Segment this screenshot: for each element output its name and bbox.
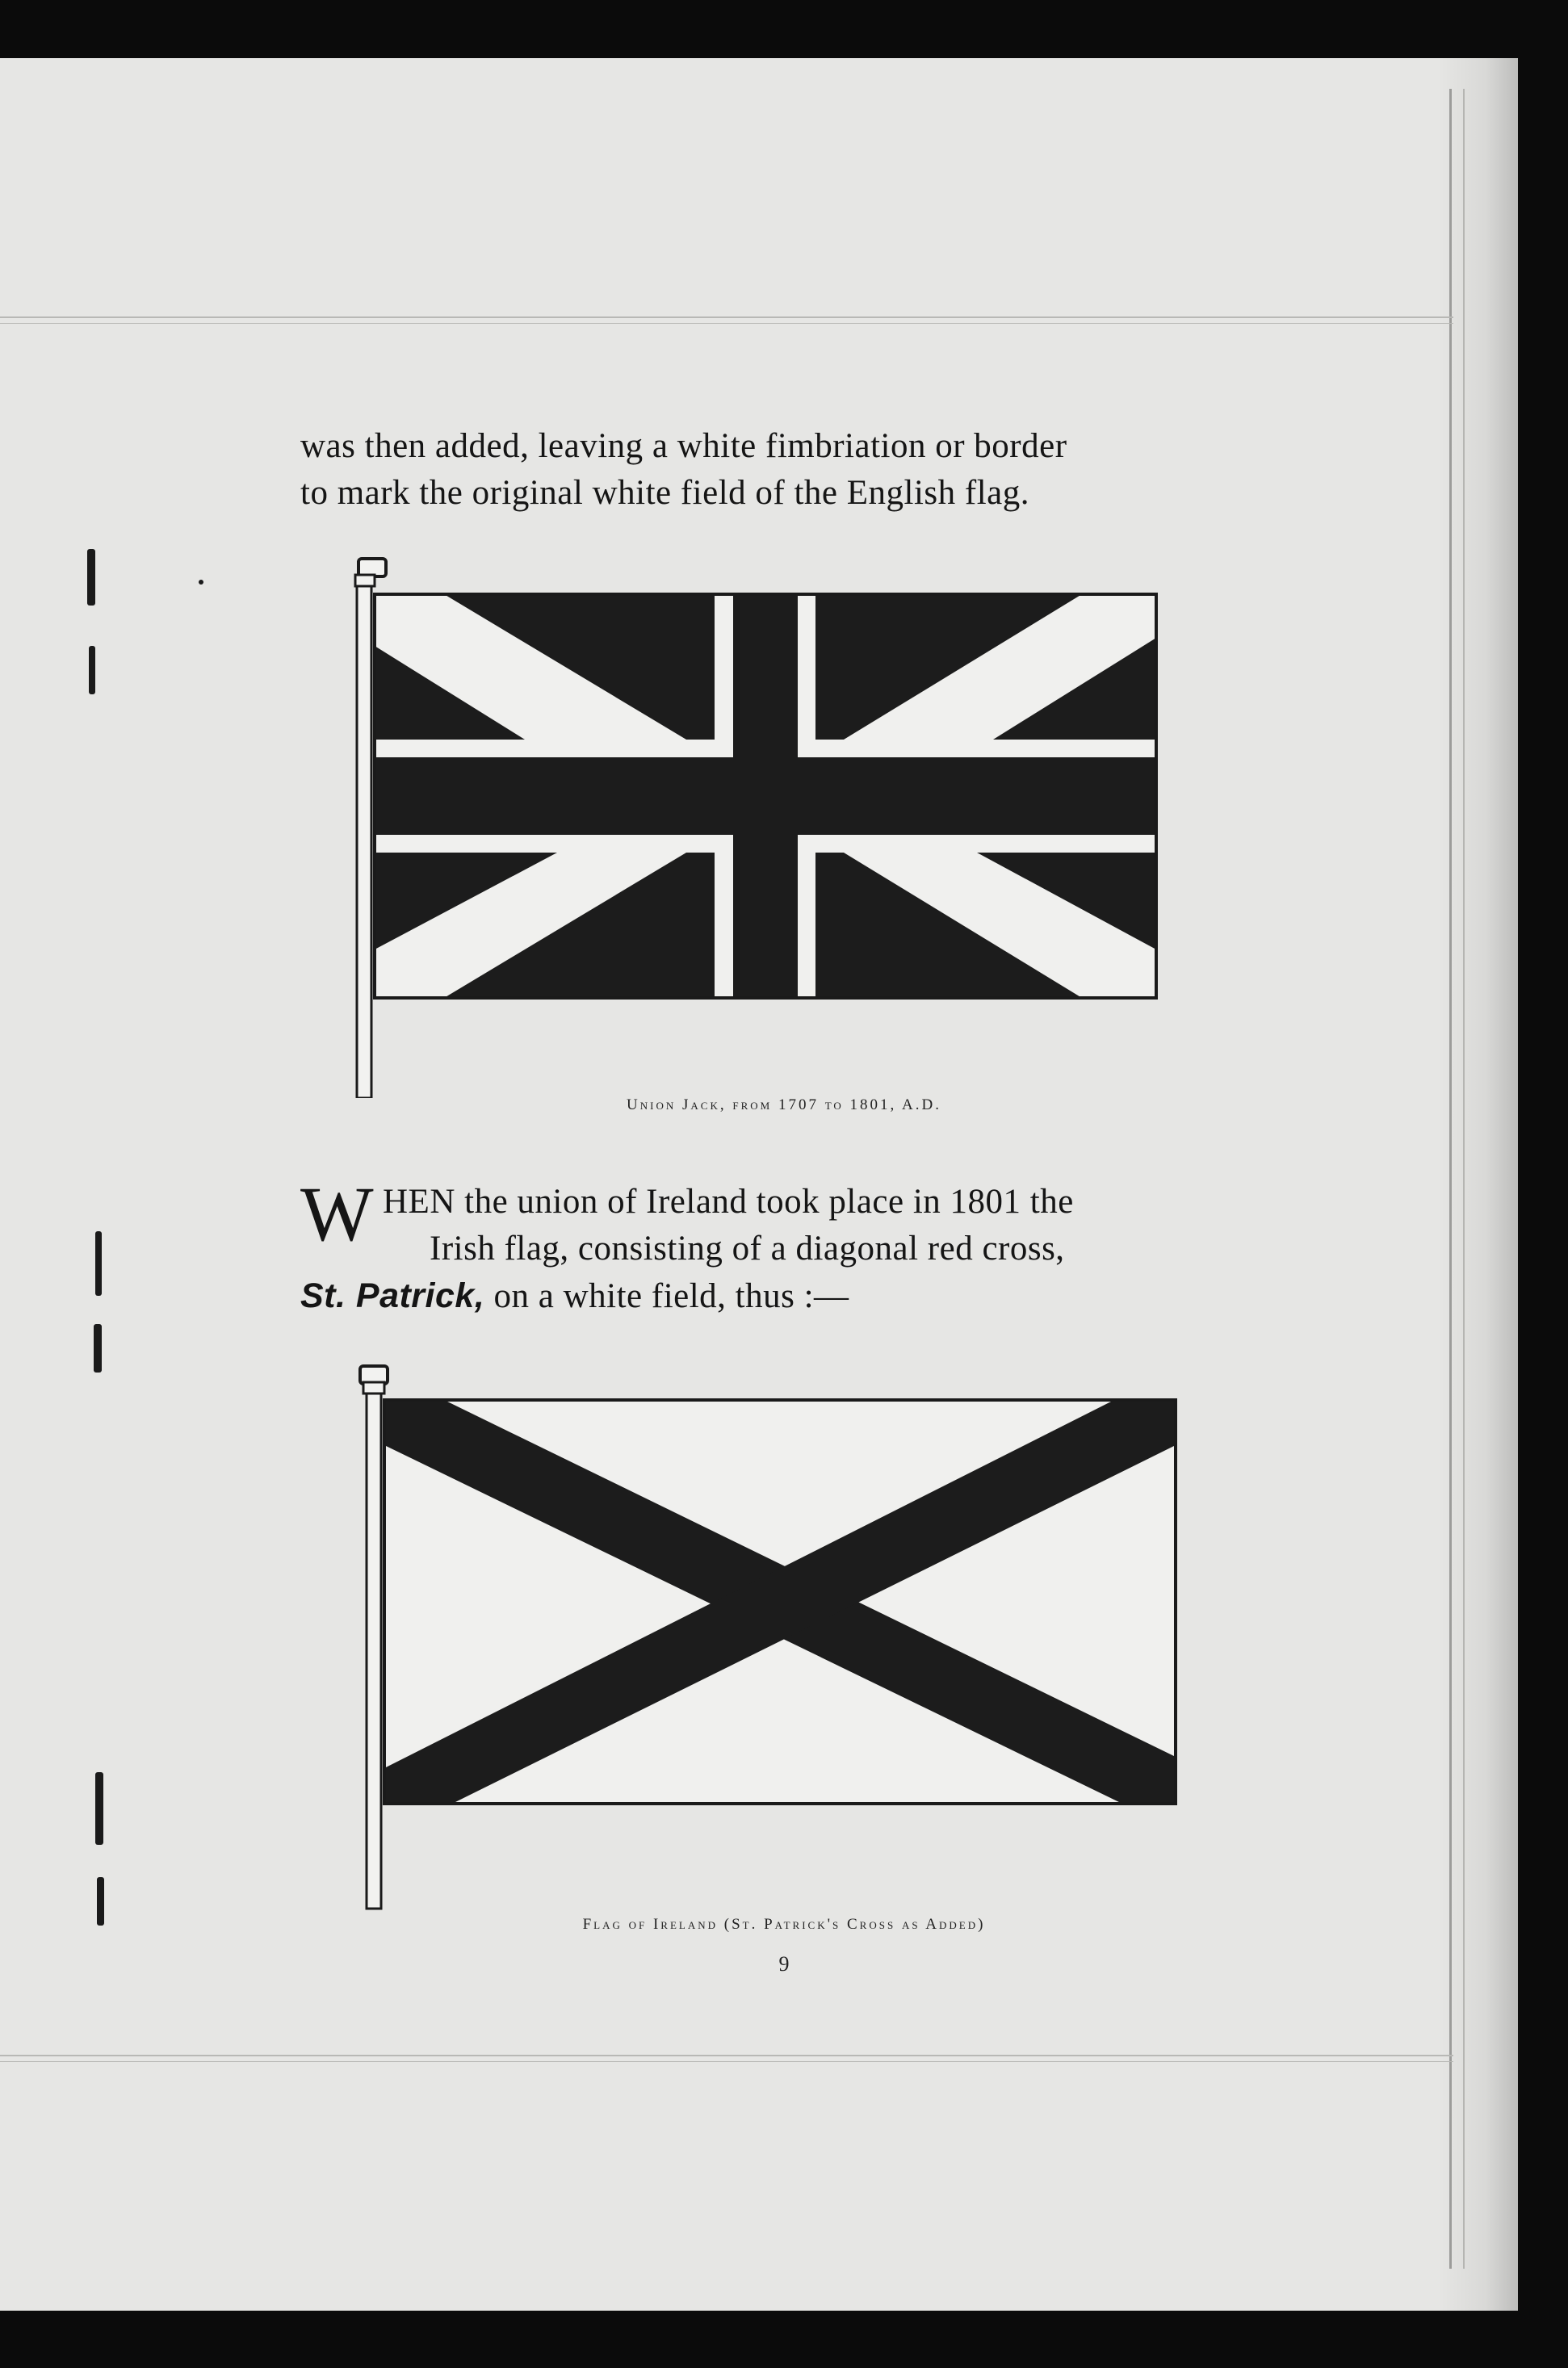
ireland-flag-figure xyxy=(347,1364,1187,1913)
page-edge xyxy=(1463,89,1465,2269)
text-line: HEN the union of Ireland took place in 1801 the xyxy=(383,1183,1074,1221)
binding-mark xyxy=(89,646,95,694)
drop-cap: W xyxy=(300,1171,375,1257)
text-line: to mark the original white field of the English flag. xyxy=(300,474,1030,512)
page-number: 9 xyxy=(778,1952,790,1976)
binding-mark xyxy=(199,580,203,585)
page-rule xyxy=(0,323,1453,324)
st-patrick-flag xyxy=(384,1400,1176,1804)
italic-text: St. Patrick, xyxy=(300,1276,485,1315)
binding-mark xyxy=(87,549,95,606)
binding-mark xyxy=(95,1772,103,1845)
text-line: Irish flag, consisting of a diagonal red cross, xyxy=(430,1230,1065,1268)
text-span: on a white field, thus :— xyxy=(484,1277,849,1315)
page-rule xyxy=(0,2061,1453,2062)
binding-mark xyxy=(95,1231,102,1296)
page-rule xyxy=(0,316,1453,318)
union-jack-flag-figure xyxy=(347,557,1179,1098)
union-jack-flag xyxy=(375,594,1156,998)
st-george-cross-vertical xyxy=(733,594,798,998)
figure-caption: Union Jack, from 1707 to 1801, A.D. xyxy=(627,1096,941,1113)
page-edge xyxy=(1449,89,1452,2269)
figure-caption: Flag of Ireland (St. Patrick's Cross as Added) xyxy=(582,1916,986,1933)
page-rule xyxy=(0,2055,1453,2056)
paragraph-union-ireland xyxy=(300,1179,1245,1320)
binding-mark xyxy=(94,1324,102,1373)
text-line xyxy=(300,1272,1245,1320)
paragraph-continuation xyxy=(300,423,1245,517)
text-line: was then added, leaving a white fimbriation or border xyxy=(300,427,1067,465)
